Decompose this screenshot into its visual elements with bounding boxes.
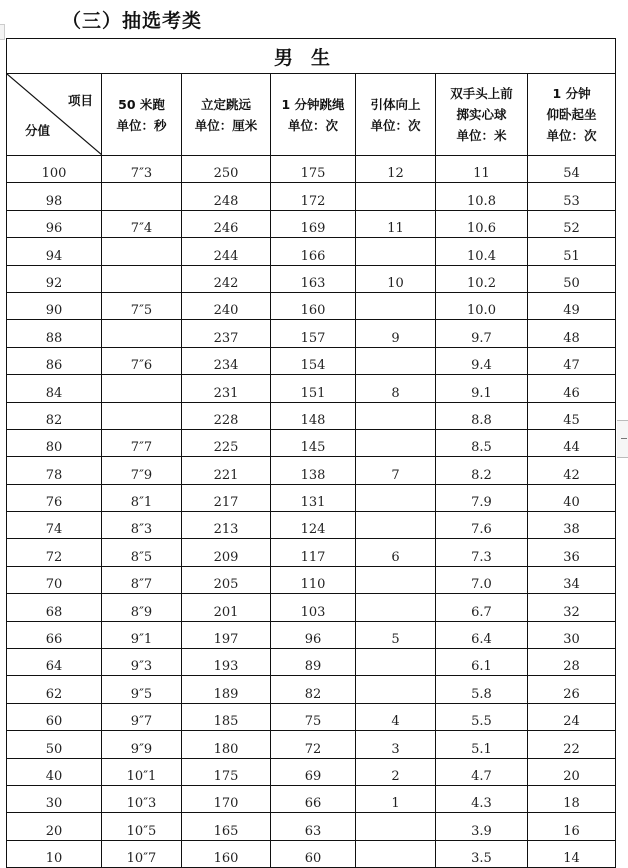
cell-rope: 169	[271, 210, 356, 237]
cell-rope: 163	[271, 265, 356, 292]
cell-ball: 8.5	[436, 429, 528, 456]
cell-score: 40	[7, 758, 102, 785]
cell-situp: 52	[528, 210, 616, 237]
table-row	[7, 758, 616, 785]
table-row	[7, 183, 616, 210]
cell-pullup: 7	[356, 457, 436, 484]
cell-situp: 51	[528, 238, 616, 265]
cell-jump: 165	[182, 813, 271, 840]
table-row	[7, 375, 616, 402]
cell-score: 84	[7, 375, 102, 402]
table-row	[7, 676, 616, 703]
cell-ball: 6.1	[436, 649, 528, 676]
cell-pullup: 11	[356, 210, 436, 237]
cell-pullup	[356, 649, 436, 676]
gender-header-row	[7, 39, 616, 74]
cell-jump: 237	[182, 320, 271, 347]
cell-rope: 160	[271, 292, 356, 319]
column-header-name: 引体向上	[370, 96, 421, 112]
column-header-name: 1 分钟	[552, 86, 591, 101]
table-row	[7, 320, 616, 347]
cell-ball: 5.1	[436, 731, 528, 758]
cell-pullup: 8	[356, 375, 436, 402]
cell-situp: 36	[528, 539, 616, 566]
score-table	[6, 38, 616, 868]
cell-ball: 3.9	[436, 813, 528, 840]
cell-score: 94	[7, 238, 102, 265]
cell-rope: 166	[271, 238, 356, 265]
cell-run50: 7″5	[102, 292, 182, 319]
cell-score: 66	[7, 621, 102, 648]
cell-run50: 8″9	[102, 594, 182, 621]
cell-jump: 160	[182, 840, 271, 867]
table-row	[7, 512, 616, 539]
cell-pullup: 3	[356, 731, 436, 758]
cell-situp: 14	[528, 840, 616, 867]
left-margin-handle	[0, 24, 5, 40]
cell-run50: 9″9	[102, 731, 182, 758]
cell-run50: 9″5	[102, 676, 182, 703]
cell-ball: 7.6	[436, 512, 528, 539]
cell-ball: 10.0	[436, 292, 528, 319]
cell-situp: 54	[528, 156, 616, 183]
cell-rope: 145	[271, 429, 356, 456]
cell-jump: 189	[182, 676, 271, 703]
cell-jump: 197	[182, 621, 271, 648]
cell-pullup: 5	[356, 621, 436, 648]
cell-pullup: 9	[356, 320, 436, 347]
table-row	[7, 210, 616, 237]
cell-score: 10	[7, 840, 102, 867]
cell-rope: 172	[271, 183, 356, 210]
cell-rope: 124	[271, 512, 356, 539]
cell-pullup	[356, 566, 436, 593]
cell-pullup: 10	[356, 265, 436, 292]
cell-run50: 8″5	[102, 539, 182, 566]
corner-item-label: 项目	[67, 93, 93, 108]
cell-score: 88	[7, 320, 102, 347]
cell-jump: 205	[182, 566, 271, 593]
cell-rope: 75	[271, 703, 356, 730]
cell-rope: 148	[271, 402, 356, 429]
cell-run50: 8″3	[102, 512, 182, 539]
cell-jump: 240	[182, 292, 271, 319]
column-header-unit: 单位：秒	[116, 117, 167, 133]
cell-ball: 9.4	[436, 347, 528, 374]
cell-rope: 131	[271, 484, 356, 511]
cell-rope: 154	[271, 347, 356, 374]
section-title: （三）抽选考类	[62, 10, 203, 32]
cell-score: 78	[7, 457, 102, 484]
cell-rope: 60	[271, 840, 356, 867]
cell-run50: 10″5	[102, 813, 182, 840]
cell-pullup: 2	[356, 758, 436, 785]
table-row	[7, 238, 616, 265]
column-header-unit: 单位：米	[456, 128, 507, 143]
cell-run50	[102, 320, 182, 347]
cell-ball: 8.8	[436, 402, 528, 429]
cell-ball: 3.5	[436, 840, 528, 867]
cell-pullup	[356, 402, 436, 429]
cell-score: 74	[7, 512, 102, 539]
cell-ball: 6.7	[436, 594, 528, 621]
cell-run50: 8″7	[102, 566, 182, 593]
cell-rope: 117	[271, 539, 356, 566]
cell-ball: 10.4	[436, 238, 528, 265]
cell-run50	[102, 265, 182, 292]
cell-run50: 8″1	[102, 484, 182, 511]
column-header-unit: 单位：次	[287, 117, 338, 133]
cell-score: 62	[7, 676, 102, 703]
table-row	[7, 813, 616, 840]
cell-score: 64	[7, 649, 102, 676]
cell-jump: 231	[182, 375, 271, 402]
cell-jump: 234	[182, 347, 271, 374]
cell-score: 72	[7, 539, 102, 566]
cell-score: 96	[7, 210, 102, 237]
column-header-unit: 单位：次	[370, 117, 421, 133]
cell-situp: 47	[528, 347, 616, 374]
cell-rope: 138	[271, 457, 356, 484]
cell-rope: 69	[271, 758, 356, 785]
table-row	[7, 347, 616, 374]
cell-ball: 7.3	[436, 539, 528, 566]
column-header-name: 仰卧起坐	[546, 107, 597, 122]
cell-situp: 53	[528, 183, 616, 210]
cell-jump: 185	[182, 703, 271, 730]
cell-score: 90	[7, 292, 102, 319]
cell-run50: 9″1	[102, 621, 182, 648]
cell-run50	[102, 402, 182, 429]
cell-score: 80	[7, 429, 102, 456]
cell-rope: 82	[271, 676, 356, 703]
cell-score: 20	[7, 813, 102, 840]
cell-pullup	[356, 676, 436, 703]
cell-run50: 7″3	[102, 156, 182, 183]
cell-jump: 244	[182, 238, 271, 265]
cell-score: 98	[7, 183, 102, 210]
cell-pullup: 12	[356, 156, 436, 183]
cell-run50	[102, 183, 182, 210]
table-row	[7, 484, 616, 511]
cell-score: 92	[7, 265, 102, 292]
column-header-unit: 单位：次	[546, 128, 597, 143]
cell-rope: 151	[271, 375, 356, 402]
cell-rope: 175	[271, 156, 356, 183]
table-row	[7, 457, 616, 484]
cell-run50: 7″6	[102, 347, 182, 374]
cell-situp: 49	[528, 292, 616, 319]
column-header-name: 立定跳远	[200, 96, 251, 112]
cell-score: 70	[7, 566, 102, 593]
cell-jump: 228	[182, 402, 271, 429]
cell-rope: 96	[271, 621, 356, 648]
cell-pullup	[356, 292, 436, 319]
score-table-body	[7, 156, 616, 868]
table-row	[7, 265, 616, 292]
column-header	[271, 74, 356, 156]
column-header	[356, 74, 436, 156]
cell-ball: 9.7	[436, 320, 528, 347]
cell-situp: 20	[528, 758, 616, 785]
cell-run50: 9″7	[102, 703, 182, 730]
cell-rope: 63	[271, 813, 356, 840]
cell-ball: 5.8	[436, 676, 528, 703]
gender-label: 男生	[7, 39, 616, 74]
corner-score-label: 分值	[25, 123, 51, 138]
cell-situp: 24	[528, 703, 616, 730]
cell-ball: 6.4	[436, 621, 528, 648]
cell-jump: 242	[182, 265, 271, 292]
cell-jump: 221	[182, 457, 271, 484]
cell-score: 100	[7, 156, 102, 183]
diagonal-line	[7, 74, 102, 155]
cell-rope: 66	[271, 785, 356, 812]
cell-situp: 44	[528, 429, 616, 456]
table-row	[7, 566, 616, 593]
cell-jump: 217	[182, 484, 271, 511]
cell-ball: 10.6	[436, 210, 528, 237]
table-row	[7, 703, 616, 730]
cell-ball: 8.2	[436, 457, 528, 484]
cell-ball: 5.5	[436, 703, 528, 730]
cell-ball: 7.9	[436, 484, 528, 511]
cell-rope: 157	[271, 320, 356, 347]
cell-run50: 10″3	[102, 785, 182, 812]
column-header	[102, 74, 182, 156]
cell-jump: 193	[182, 649, 271, 676]
cell-pullup	[356, 594, 436, 621]
cell-situp: 32	[528, 594, 616, 621]
table-row	[7, 292, 616, 319]
table-row	[7, 621, 616, 648]
column-header-name: 50 米跑	[118, 96, 165, 112]
column-header	[436, 74, 528, 156]
cell-situp: 34	[528, 566, 616, 593]
cell-situp: 26	[528, 676, 616, 703]
cell-ball: 11	[436, 156, 528, 183]
cell-rope: 110	[271, 566, 356, 593]
cell-situp: 42	[528, 457, 616, 484]
cell-jump: 246	[182, 210, 271, 237]
cell-jump: 213	[182, 512, 271, 539]
cell-pullup	[356, 813, 436, 840]
cell-score: 82	[7, 402, 102, 429]
cell-score: 76	[7, 484, 102, 511]
cell-run50: 10″7	[102, 840, 182, 867]
cell-situp: 45	[528, 402, 616, 429]
cell-situp: 16	[528, 813, 616, 840]
cell-score: 50	[7, 731, 102, 758]
cell-ball: 4.3	[436, 785, 528, 812]
cell-pullup: 4	[356, 703, 436, 730]
column-header-name: 1 分钟跳绳	[281, 96, 345, 112]
cell-jump: 170	[182, 785, 271, 812]
cell-run50: 7″4	[102, 210, 182, 237]
cell-pullup: 6	[356, 539, 436, 566]
cell-score: 60	[7, 703, 102, 730]
cell-situp: 30	[528, 621, 616, 648]
column-header-name: 双手头上前	[450, 86, 513, 101]
cell-run50: 9″3	[102, 649, 182, 676]
right-margin-handle	[617, 420, 628, 458]
cell-jump: 201	[182, 594, 271, 621]
table-row	[7, 429, 616, 456]
cell-ball: 4.7	[436, 758, 528, 785]
cell-run50: 7″7	[102, 429, 182, 456]
cell-pullup	[356, 347, 436, 374]
column-header	[528, 74, 616, 156]
table-row	[7, 594, 616, 621]
cell-jump: 209	[182, 539, 271, 566]
cell-run50	[102, 238, 182, 265]
cell-rope: 72	[271, 731, 356, 758]
cell-pullup	[356, 429, 436, 456]
column-header	[182, 74, 271, 156]
cell-run50	[102, 375, 182, 402]
cell-situp: 50	[528, 265, 616, 292]
cell-score: 30	[7, 785, 102, 812]
cell-run50: 7″9	[102, 457, 182, 484]
cell-ball: 10.2	[436, 265, 528, 292]
cell-situp: 18	[528, 785, 616, 812]
cell-situp: 40	[528, 484, 616, 511]
column-header-name: 掷实心球	[456, 107, 507, 122]
cell-situp: 38	[528, 512, 616, 539]
column-header-row	[7, 74, 616, 156]
cell-jump: 180	[182, 731, 271, 758]
cell-rope: 89	[271, 649, 356, 676]
table-row	[7, 402, 616, 429]
cell-situp: 48	[528, 320, 616, 347]
table-row	[7, 649, 616, 676]
cell-jump: 225	[182, 429, 271, 456]
cell-jump: 248	[182, 183, 271, 210]
table-row	[7, 156, 616, 183]
cell-jump: 175	[182, 758, 271, 785]
cell-pullup: 1	[356, 785, 436, 812]
corner-header-cell	[7, 74, 102, 156]
cell-ball: 10.8	[436, 183, 528, 210]
table-row	[7, 539, 616, 566]
cell-pullup	[356, 484, 436, 511]
column-header-unit: 单位：厘米	[194, 117, 258, 133]
cell-score: 86	[7, 347, 102, 374]
cell-situp: 46	[528, 375, 616, 402]
cell-rope: 103	[271, 594, 356, 621]
cell-score: 68	[7, 594, 102, 621]
cell-run50: 10″1	[102, 758, 182, 785]
cell-jump: 250	[182, 156, 271, 183]
cell-pullup	[356, 512, 436, 539]
cell-ball: 7.0	[436, 566, 528, 593]
table-row	[7, 731, 616, 758]
cell-ball: 9.1	[436, 375, 528, 402]
cell-situp: 28	[528, 649, 616, 676]
cell-situp: 22	[528, 731, 616, 758]
table-row	[7, 785, 616, 812]
cell-pullup	[356, 238, 436, 265]
cell-pullup	[356, 183, 436, 210]
